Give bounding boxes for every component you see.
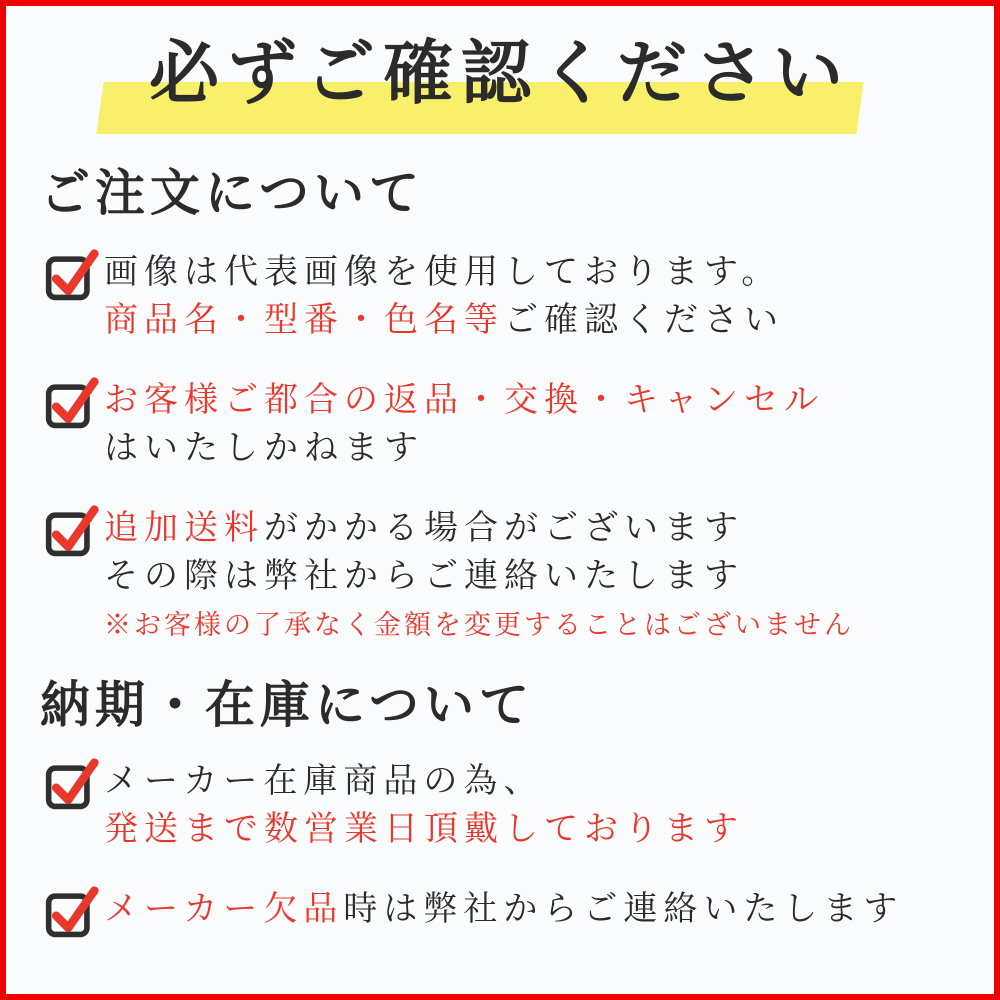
checkbox-checked-icon (44, 756, 100, 812)
checklist-item-extra-shipping (40, 505, 970, 645)
item-text (104, 249, 970, 345)
title-banner (0, 0, 1000, 113)
item-text-segment: その際は弊社からご連絡いたします (104, 557, 744, 595)
item-text-segment-emphasis: 商品名・型番・色名等 (104, 301, 504, 339)
item-text (104, 505, 970, 645)
checkbox-checked-icon (44, 884, 100, 940)
item-line (104, 297, 970, 345)
item-line (104, 886, 970, 934)
checkbox-checked-icon (44, 247, 100, 303)
item-text-segment-emphasis: メーカー欠品 (104, 891, 344, 928)
checklist-item-maker-stock (40, 758, 970, 854)
item-text (104, 758, 970, 854)
item-line (104, 806, 970, 854)
item-text-segment-emphasis: お客様ご都合の返品・交換・キャンセル (104, 381, 824, 419)
item-line (104, 377, 970, 425)
item-line (104, 505, 970, 553)
item-line (104, 758, 970, 806)
page-title: 必ずご確認ください (149, 36, 851, 113)
item-line (104, 249, 970, 297)
checklist-item-maker-out-of-stock (40, 886, 970, 940)
item-text (104, 886, 970, 934)
item-text-segment: はいたしかねます (104, 429, 424, 467)
checklist-item-no-returns (40, 377, 970, 473)
item-footnote: ※お客様の了承なく金額を変更することはございません (104, 609, 854, 640)
section-heading-order: ご注文について (40, 165, 424, 221)
item-text-segment: 時は弊社からご連絡いたします (343, 891, 904, 928)
item-text-segment-emphasis: 発送まで数営業日頂戴しております (104, 811, 744, 848)
item-text-segment: がかかる場合がございます (264, 509, 744, 547)
item-text-segment: ご確認ください (504, 301, 784, 339)
item-text-segment: 画像は代表画像を使用しております。 (104, 253, 782, 291)
item-line (104, 553, 970, 601)
section-heading-delivery-stock: 納期・在庫について (40, 676, 534, 733)
checkbox-checked-icon (44, 503, 100, 559)
notice-content (0, 165, 1000, 940)
checklist-item-representative-image (40, 249, 970, 345)
checkbox-checked-icon (44, 375, 100, 431)
item-text-segment-emphasis: 追加送料 (104, 509, 264, 547)
item-line (104, 425, 970, 473)
item-text (104, 377, 970, 473)
item-text-segment: メーカー在庫商品の為、 (104, 763, 544, 800)
